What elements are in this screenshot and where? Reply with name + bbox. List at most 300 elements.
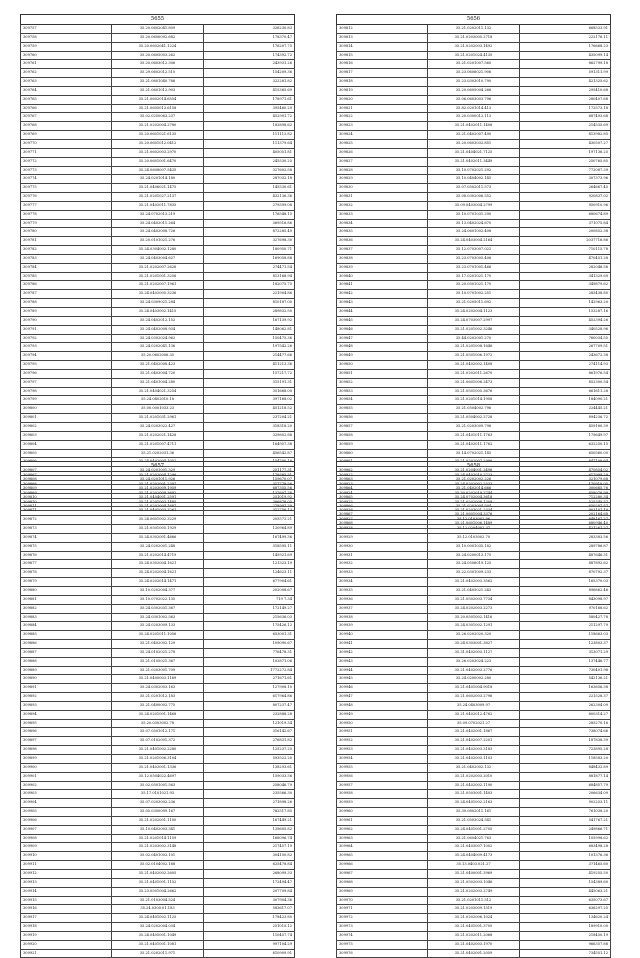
parcel-code: 35.21.0401001.3705 xyxy=(428,923,519,932)
amount: 321079.68 xyxy=(519,476,610,485)
row-number: 309825 xyxy=(337,139,428,148)
row-number: 309871 xyxy=(21,507,112,516)
amount: 214535.69 xyxy=(519,122,610,131)
parcel-code: 35.21.0201011.512 xyxy=(428,896,519,905)
table-row xyxy=(337,631,611,640)
amount: 251015.12 xyxy=(203,923,294,932)
row-number: 309865 xyxy=(337,493,428,502)
table-row xyxy=(337,193,611,202)
row-number: 309823 xyxy=(337,122,428,131)
amount: 197542.26 xyxy=(203,343,294,352)
table-row xyxy=(21,86,295,95)
parcel-code: 35.14.0702021.145 xyxy=(428,449,519,458)
parcel-code: 35.21.0201031.2961 xyxy=(112,414,203,423)
parcel-code: 35.24.0309021.284 xyxy=(112,299,203,308)
parcel-code: 35.24.0402012.152 xyxy=(112,316,203,325)
parcel-code: 35.30.0202019.2744 xyxy=(428,489,519,498)
row-number: 309778 xyxy=(21,210,112,219)
amount: 167449.21 xyxy=(203,816,294,825)
table-row xyxy=(337,60,611,69)
amount: 154700.16 xyxy=(203,458,294,467)
row-number: 309842 xyxy=(337,290,428,299)
amount: 167139.92 xyxy=(203,316,294,325)
amount: 120964.89 xyxy=(203,525,294,534)
parcel-code: 35.21.0601006.2473 xyxy=(428,378,519,387)
amount: 861976.54 xyxy=(519,369,610,378)
row-number: 309953 xyxy=(337,746,428,755)
row-number: 309792 xyxy=(21,334,112,343)
row-number: 309808 xyxy=(21,476,112,485)
table-row xyxy=(337,361,611,370)
table-row xyxy=(337,157,611,166)
table-row xyxy=(337,799,611,808)
parcel-code: 35.31.0402003.1127 xyxy=(428,648,519,657)
amount: 452394.26 xyxy=(519,316,610,325)
amount: 852300.54 xyxy=(519,378,610,387)
row-number: 309917 xyxy=(21,914,112,923)
parcel-code: 35.21.0202007.2626 xyxy=(112,263,203,272)
parcel-code: 35.21.0205011.692 xyxy=(428,299,519,308)
row-number: 309935 xyxy=(337,586,428,595)
amount: 206634.09 xyxy=(519,790,610,799)
amount: 295410.68 xyxy=(519,86,610,95)
parcel-code: 35.24.0301002.563 xyxy=(112,613,203,622)
amount: 285438.80 xyxy=(519,290,610,299)
row-number: 309789 xyxy=(21,308,112,317)
amount: 276831.82 xyxy=(203,737,294,746)
table-row xyxy=(337,343,611,352)
parcel-code: 35.29.0602012.510 xyxy=(112,69,203,78)
amount: 687493.68 xyxy=(519,113,610,122)
amount: 580427.78 xyxy=(519,613,610,622)
table-row xyxy=(337,834,611,843)
row-number: 309884 xyxy=(21,622,112,631)
row-number: 309918 xyxy=(21,923,112,932)
amount: 782517.85 xyxy=(203,808,294,817)
parcel-code: 35.10.0001035.182 xyxy=(428,542,519,551)
table-row xyxy=(21,95,295,104)
table-row xyxy=(21,193,295,202)
parcel-code: 35.21.0201008.1646 xyxy=(428,343,519,352)
parcel-code: 35.21.0402012.4762 xyxy=(428,710,519,719)
row-number: 309764 xyxy=(21,86,112,95)
table-row xyxy=(21,148,295,157)
parcel-code: 35.24.0703007.2997 xyxy=(428,316,519,325)
amount: 267709.51 xyxy=(519,343,610,352)
amount: 680946.40 xyxy=(519,520,610,529)
parcel-code: 35.20.0300012.113 xyxy=(428,113,519,122)
amount: 134620.24 xyxy=(519,914,610,923)
table-row xyxy=(21,352,295,361)
row-number: 309806 xyxy=(21,458,112,467)
parcel-code: 35.21.0402011.7835 xyxy=(112,201,203,210)
row-number: 309939 xyxy=(337,622,428,631)
table-row xyxy=(337,414,611,423)
table-row xyxy=(337,808,611,817)
row-number: 309933 xyxy=(337,569,428,578)
row-number: 309973 xyxy=(337,923,428,932)
amount: 163656.38 xyxy=(519,684,610,693)
table-row xyxy=(337,281,611,290)
table-row xyxy=(21,852,295,861)
row-number: 309886 xyxy=(21,640,112,649)
amount: 760034.55 xyxy=(519,334,610,343)
table-row xyxy=(337,246,611,255)
parcel-code: 35.23.0606021.906 xyxy=(428,69,519,78)
table-row xyxy=(337,949,611,958)
amount: 271671.61 xyxy=(203,675,294,684)
parcel-code: 35.24.0300.01.183 xyxy=(112,905,203,914)
parcel-code: 35.26.0203024.223 xyxy=(428,657,519,666)
parcel-code: 35.21.0203009.1959 xyxy=(112,484,203,493)
parcel-code: 35.24.0402010.18 xyxy=(112,396,203,405)
row-number: 309827 xyxy=(337,157,428,166)
parcel-code: 35.21.0202003.2749 xyxy=(428,887,519,896)
parcel-code: 35.13.0402024.670 xyxy=(428,219,519,228)
amount: 734551.12 xyxy=(519,949,610,958)
amount: 583617.07 xyxy=(203,905,294,914)
parcel-code: 35.20.0501002.1416 xyxy=(428,613,519,622)
parcel-code: 35.21.0201007.4711 xyxy=(112,440,203,449)
table-row xyxy=(21,431,295,440)
row-number: 309833 xyxy=(337,210,428,219)
table-title: 5655 xyxy=(21,15,295,25)
row-number: 309845 xyxy=(337,316,428,325)
table-row xyxy=(337,33,611,42)
row-number: 309889 xyxy=(21,666,112,675)
row-number: 309854 xyxy=(337,396,428,405)
row-number: 309794 xyxy=(21,352,112,361)
row-number: 309975 xyxy=(337,940,428,949)
table-row xyxy=(337,604,611,613)
parcel-code: 35.21.0401001.1152 xyxy=(112,878,203,887)
parcel-code: 35.21.0402002.129 xyxy=(112,640,203,649)
parcel-code: 35.10.0404002.145 xyxy=(428,175,519,184)
parcel-code: 35.21.0202004.1296 xyxy=(112,472,203,481)
row-number: 309835 xyxy=(337,228,428,237)
row-number: 309952 xyxy=(337,737,428,746)
row-number: 309875 xyxy=(21,542,112,551)
table-row xyxy=(337,316,611,325)
table-row xyxy=(337,772,611,781)
parcel-code: 35.24.0301002.1291 xyxy=(428,622,519,631)
table-row xyxy=(21,604,295,613)
table-row xyxy=(21,728,295,737)
row-number: 309779 xyxy=(21,219,112,228)
parcel-code: 35.24.0403002.1415 xyxy=(112,308,203,317)
amount: 894236.72 xyxy=(519,414,610,423)
row-number: 309908 xyxy=(21,834,112,843)
amount: 668533.91 xyxy=(519,25,610,34)
table-row xyxy=(21,33,295,42)
table-row xyxy=(337,586,611,595)
row-number: 309760 xyxy=(21,51,112,60)
amount: 421325.62 xyxy=(519,78,610,87)
parcel-code: 35.21.0202007.1961 xyxy=(112,281,203,290)
table-row xyxy=(337,299,611,308)
table-row xyxy=(21,480,295,489)
table-row xyxy=(21,763,295,772)
row-number: 309787 xyxy=(21,290,112,299)
amount: 118583.20 xyxy=(519,755,610,764)
table-row xyxy=(21,290,295,299)
row-number: 309781 xyxy=(21,237,112,246)
parcel-code: 35.24.0304002.1280 xyxy=(112,246,203,255)
amount: 289832.50 xyxy=(203,308,294,317)
table-row xyxy=(337,737,611,746)
amount: 178585.51 xyxy=(203,472,294,481)
amount: 369516.86 xyxy=(203,219,294,228)
parcel-code: 35.21.0402011.1408 xyxy=(428,122,519,131)
row-number: 309966 xyxy=(337,861,428,870)
parcel-code: 35.21.0201014.1958 xyxy=(428,396,519,405)
amount: 470451.28 xyxy=(519,254,610,263)
table-row xyxy=(21,861,295,870)
row-number: 309776 xyxy=(21,193,112,202)
row-number: 309867 xyxy=(21,472,112,481)
table-row xyxy=(21,308,295,317)
parcel-code: 35.21.0602003.2796 xyxy=(428,693,519,702)
table-row xyxy=(337,113,611,122)
table-row xyxy=(337,923,611,932)
parcel-code: 35.24.0202004.1621 xyxy=(112,569,203,578)
table-row xyxy=(21,631,295,640)
table-row xyxy=(337,551,611,560)
table-row xyxy=(21,914,295,923)
parcel-code: 35.02.0501001.563 xyxy=(112,781,203,790)
table-row xyxy=(337,369,611,378)
amount: 903101.10 xyxy=(519,507,610,516)
row-number: 309940 xyxy=(337,631,428,640)
table-row xyxy=(337,69,611,78)
parcel-code: 35.21.0204001.2496 xyxy=(428,467,519,476)
row-number: 309771 xyxy=(21,148,112,157)
table-row xyxy=(337,869,611,878)
table-row xyxy=(21,414,295,423)
amount: 180950.71 xyxy=(203,246,294,255)
parcel-code: 35.10.0701002.251 xyxy=(428,290,519,299)
amount: 123803.37 xyxy=(519,640,610,649)
parcel-code: 35.24.0201001.329 xyxy=(112,467,203,476)
row-number: 309950 xyxy=(337,719,428,728)
amount: 145921.69 xyxy=(203,551,294,560)
parcel-code: 35.24.0202004.1123 xyxy=(428,308,519,317)
parcel-code: 35.21.0201006.3104 xyxy=(112,755,203,764)
amount: 847108.64 xyxy=(519,458,610,467)
row-number: 309820 xyxy=(337,95,428,104)
amount: 111379.64 xyxy=(203,139,294,148)
row-number: 309770 xyxy=(21,139,112,148)
parcel-code: 35.24.0402005.3236 xyxy=(112,290,203,299)
table-row xyxy=(21,139,295,148)
parcel-code: 35.21.0402008.423 xyxy=(112,361,203,370)
amount: 683498.28 xyxy=(519,843,610,852)
table-row xyxy=(337,657,611,666)
row-number: 309763 xyxy=(21,78,112,87)
amount: 421261.27 xyxy=(519,525,610,534)
amount: 966357.88 xyxy=(519,940,610,949)
row-number: 309881 xyxy=(21,595,112,604)
table-row xyxy=(21,166,295,175)
amount: 870792.37 xyxy=(519,569,610,578)
amount: 312756.13 xyxy=(203,507,294,516)
parcel-code: 35.21.0402001.1867 xyxy=(428,728,519,737)
table-row xyxy=(337,516,611,525)
table-row xyxy=(21,622,295,631)
amount: 807237.47 xyxy=(203,701,294,710)
parcel-code: 35.21.0402002.1190 xyxy=(428,781,519,790)
parcel-code: 35.24.0202003.2273 xyxy=(428,604,519,613)
amount: 221904.86 xyxy=(203,290,294,299)
row-number: 309862 xyxy=(337,467,428,476)
row-number: 309931 xyxy=(337,551,428,560)
parcel-code: 35.24.0202014.1471 xyxy=(112,578,203,587)
row-number: 309800 xyxy=(21,405,112,414)
row-number: 309866 xyxy=(337,502,428,511)
parcel-code: 35.10.0702022.135 xyxy=(112,595,203,604)
table-row xyxy=(21,219,295,228)
amount: 326230.83 xyxy=(203,25,294,34)
row-number: 309883 xyxy=(21,613,112,622)
table-row xyxy=(337,237,611,246)
amount: 178971.61 xyxy=(203,95,294,104)
parcel-code: 35.21.0402003.2776 xyxy=(428,666,519,675)
parcel-code: 35.20.0602006.35 xyxy=(112,352,203,361)
amount: 881877.14 xyxy=(519,772,610,781)
amount: 237204.21 xyxy=(203,414,294,423)
table-row xyxy=(21,799,295,808)
amount: 157217.72 xyxy=(203,369,294,378)
row-number: 309799 xyxy=(21,396,112,405)
amount: 250765.85 xyxy=(519,157,610,166)
row-number: 309819 xyxy=(337,86,428,95)
row-number: 309873 xyxy=(21,525,112,534)
amount: 349879.62 xyxy=(519,281,610,290)
row-number: 309938 xyxy=(337,613,428,622)
table-row xyxy=(21,396,295,405)
row-number: 309957 xyxy=(337,781,428,790)
parcel-code: 35.21.0202009.3692 xyxy=(112,489,203,498)
row-number: 309882 xyxy=(21,604,112,613)
register-table-5657 xyxy=(20,461,295,958)
row-number: 309894 xyxy=(21,710,112,719)
amount: 279399.08 xyxy=(203,201,294,210)
table-row xyxy=(337,422,611,431)
parcel-code: 35.24.0202004.034 xyxy=(112,923,203,932)
table-row xyxy=(337,25,611,34)
parcel-code: 35.12.0204002.37 xyxy=(428,525,519,534)
row-number: 309895 xyxy=(21,719,112,728)
amount: 176548.15 xyxy=(203,210,294,219)
parcel-code: 35.21.0202003.2010 xyxy=(428,772,519,781)
row-number: 309888 xyxy=(21,657,112,666)
parcel-code: 35.12.0504022.4697 xyxy=(112,772,203,781)
parcel-code: 35.21.0202002.226 xyxy=(428,476,519,485)
amount: 635073.67 xyxy=(519,896,610,905)
amount: 172494.47 xyxy=(203,878,294,887)
amount: 243931.26 xyxy=(203,60,294,69)
amount: 169058.88 xyxy=(203,254,294,263)
parcel-code: 35.10.0701031.290 xyxy=(428,210,519,219)
parcel-code: 35.21.0400003.1169 xyxy=(112,675,203,684)
amount: 176668.23 xyxy=(519,42,610,51)
row-number: 309946 xyxy=(337,684,428,693)
amount: 1772272.84 xyxy=(203,666,294,675)
table-row xyxy=(21,51,295,60)
table-row xyxy=(21,781,295,790)
table-row xyxy=(337,431,611,440)
amount: 318318.20 xyxy=(203,422,294,431)
amount: 712280.34 xyxy=(519,493,610,502)
row-number: 309857 xyxy=(337,422,428,431)
row-number: 309924 xyxy=(337,489,428,498)
row-number: 309830 xyxy=(337,184,428,193)
parcel-code: 35.21.0601004.3376 xyxy=(428,511,519,520)
table-row xyxy=(21,719,295,728)
parcel-code: 35.21.0400001.3969 xyxy=(428,869,519,878)
row-number: 309936 xyxy=(337,595,428,604)
amount: 653001.31 xyxy=(203,631,294,640)
table-row xyxy=(337,334,611,343)
amount: 677904.61 xyxy=(203,578,294,587)
table-row xyxy=(21,551,295,560)
row-number: 309914 xyxy=(21,887,112,896)
table-row xyxy=(337,763,611,772)
row-number: 309861 xyxy=(337,458,428,467)
amount: 470854.02 xyxy=(519,467,610,476)
data-table xyxy=(20,461,295,958)
table-row xyxy=(337,325,611,334)
amount: 178370.47 xyxy=(203,33,294,42)
row-number: 309828 xyxy=(337,166,428,175)
parcel-code: 35.22.0301009.233 xyxy=(428,569,519,578)
amount: 327698.30 xyxy=(203,237,294,246)
amount: 340528.96 xyxy=(519,325,610,334)
table-row xyxy=(21,843,295,852)
amount: 318595.11 xyxy=(203,542,294,551)
parcel-code: 35.24.0402008.726 xyxy=(112,228,203,237)
amount: 282046.56 xyxy=(519,263,610,272)
amount: 772087.39 xyxy=(519,166,610,175)
amount: 102871.06 xyxy=(203,657,294,666)
amount: 271898.26 xyxy=(203,799,294,808)
parcel-code: 35.20.0101021.276 xyxy=(112,237,203,246)
amount: 680674.89 xyxy=(519,210,610,219)
parcel-code: 35.21.0201003.1485 xyxy=(112,498,203,507)
row-number: 309757 xyxy=(21,25,112,34)
row-number: 309965 xyxy=(337,852,428,861)
amount: 202164.68 xyxy=(519,511,610,520)
amount: 451218.52 xyxy=(203,405,294,414)
row-number: 309893 xyxy=(21,701,112,710)
parcel-code: 35.21.0402007.490 xyxy=(428,131,519,140)
row-number: 309796 xyxy=(21,369,112,378)
table-row xyxy=(337,263,611,272)
amount: 184090.21 xyxy=(519,396,610,405)
amount: 300665.76 xyxy=(519,484,610,493)
table-row xyxy=(21,569,295,578)
amount: 625478.84 xyxy=(203,861,294,870)
row-number: 309773 xyxy=(21,166,112,175)
table-row xyxy=(337,843,611,852)
amount: 278997.39 xyxy=(203,502,294,511)
amount: 307373.96 xyxy=(519,175,610,184)
parcel-code: 35.08.0302006.552 xyxy=(428,193,519,202)
parcel-code: 35.20.0601001.6470 xyxy=(112,157,203,166)
table-row xyxy=(337,396,611,405)
amount: 165370.03 xyxy=(519,578,610,587)
table-row xyxy=(21,369,295,378)
